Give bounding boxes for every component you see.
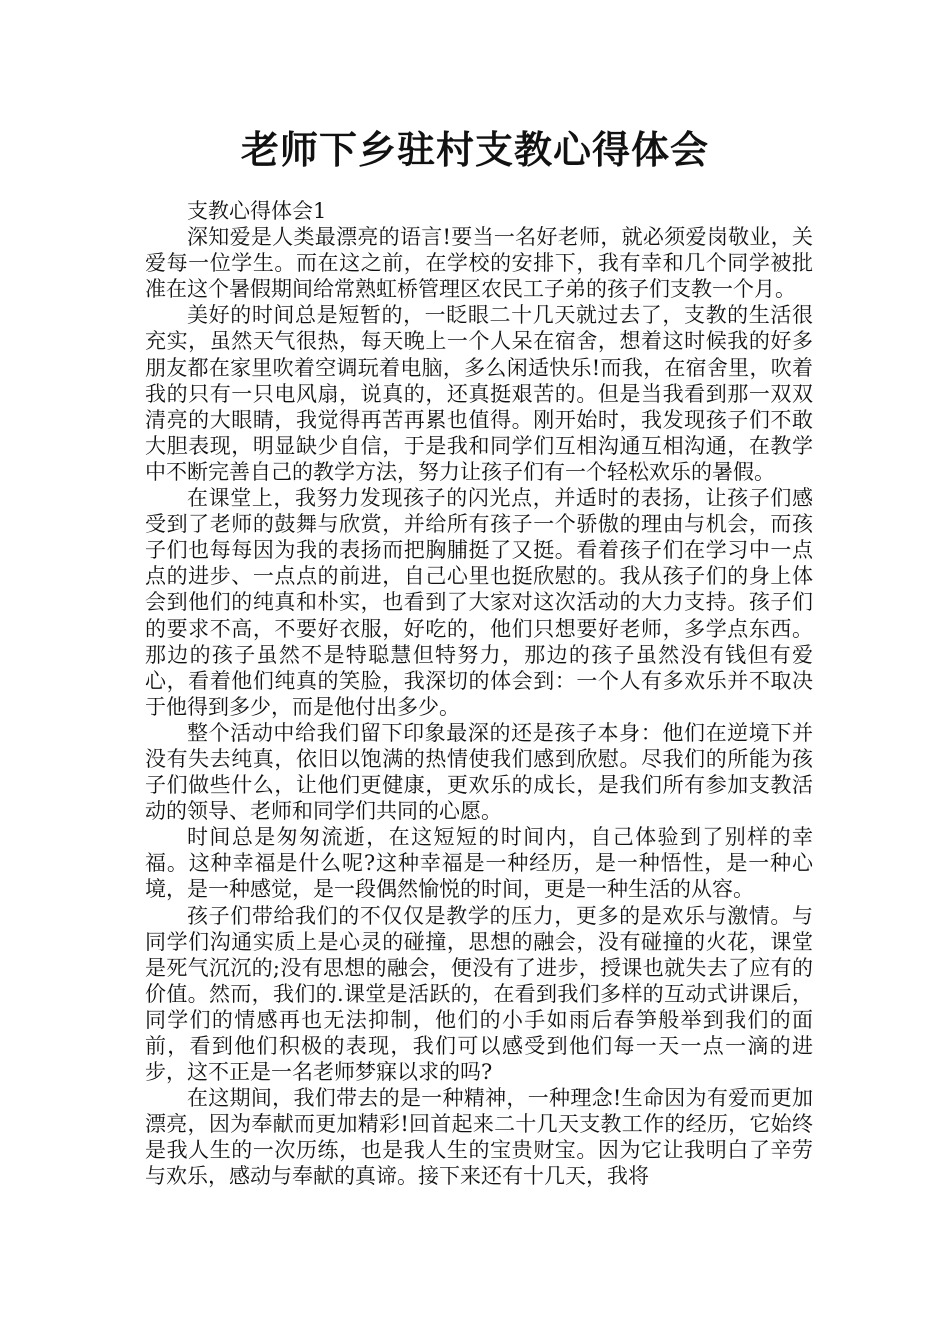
paragraph: 在课堂上，我努力发现孩子的闪光点，并适时的表扬，让孩子们感受到了老师的鼓舞与欣赏，并给所有孩子一个骄傲的理由与机会，而孩子们也每每因为我的表扬而把胸脯挺了又挺。看着孩子们在学习中一点点的进步、一点点的前进，自己心里也挺欣慰的。我从孩子们的身上体会到他们的纯真和朴实，也看到了大家对这次活动的大力支持。孩子们的要求不高，不要好衣服，好吃的，他们只想要好老师，多学点东西。那边的孩子虽然不是特聪慧但特努力，那边的孩子虽然没有钱但有爱心，看着他们纯真的笑脸，我深切的体会到：一个人有多欢乐并不取决于他得到多少，而是他付出多少。 [145,486,813,719]
paragraph: 美好的时间总是短暂的，一眨眼二十几天就过去了，支教的生活很充实，虽然天气很热，每天晚上一个人呆在宿舍，想着这时候我的好多朋友都在家里吹着空调玩着电脑，多么闲适快乐!而我，在宿舍里，吹着我的只有一只电风扇，说真的，还真挺艰苦的。但是当我看到那一双双清亮的大眼睛，我觉得再苦再累也值得。刚开始时，我发现孩子们不敢大胆表现，明显缺少自信，于是我和同学们互相沟通互相沟通，在教学中不断完善自己的教学方法，努力让孩子们有一个轻松欢乐的暑假。 [145,303,813,484]
document-body [145,198,813,1190]
paragraph: 整个活动中给我们留下印象最深的还是孩子本身：他们在逆境下并没有失去纯真，依旧以饱满的热情使我们感到欣慰。尽我们的所能为孩子们做些什么，让他们更健康，更欢乐的成长，是我们所有参加支教活动的领导、老师和同学们共同的心愿。 [145,720,813,824]
section-heading: 支教心得体会1 [187,199,327,223]
paragraph: 在这期间，我们带去的是一种精神，一种理念!生命因为有爱而更加漂亮，因为奉献而更加精彩!回首起来二十几天支教工作的经历，它始终是我人生的一次历练，也是我人生的宝贵财宝。因为它让我明白了辛劳与欢乐，感动与奉献的真谛。接下来还有十几天，我将 [145,1086,813,1189]
page-title: 老师下乡驻村支教心得体会 [240,128,709,172]
paragraph: 深知爱是人类最漂亮的语言!要当一名好老师，就必须爱岗敬业，关爱每一位学生。而在这之前，在学校的安排下，我有幸和几个同学被批准在这个暑假期间给常熟虹桥管理区农民工子弟的孩子们支教一个月。 [145,225,813,302]
paragraph: 孩子们带给我们的不仅仅是教学的压力，更多的是欢乐与激情。与同学们沟通实质上是心灵的碰撞，思想的融会，没有碰撞的火花，课堂是死气沉沉的;没有思想的融会，便没有了进步，授课也就失去了应有的价值。然而，我们的.课堂是活跃的，在看到我们多样的互动式讲课后，同学们的情感再也无法抑制，他们的小手如雨后春笋般举到我们的面前，看到他们积极的表现，我们可以感受到他们每一天一点一滴的进步，这不正是一名老师梦寐以求的吗? [145,903,813,1085]
paragraph: 时间总是匆匆流逝，在这短短的时间内，自己体验到了别样的幸福。这种幸福是什么呢?这种幸福是一种经历，是一种悟性，是一种心境，是一种感觉，是一段偶然愉悦的时间，更是一种生活的从容。 [145,825,813,902]
